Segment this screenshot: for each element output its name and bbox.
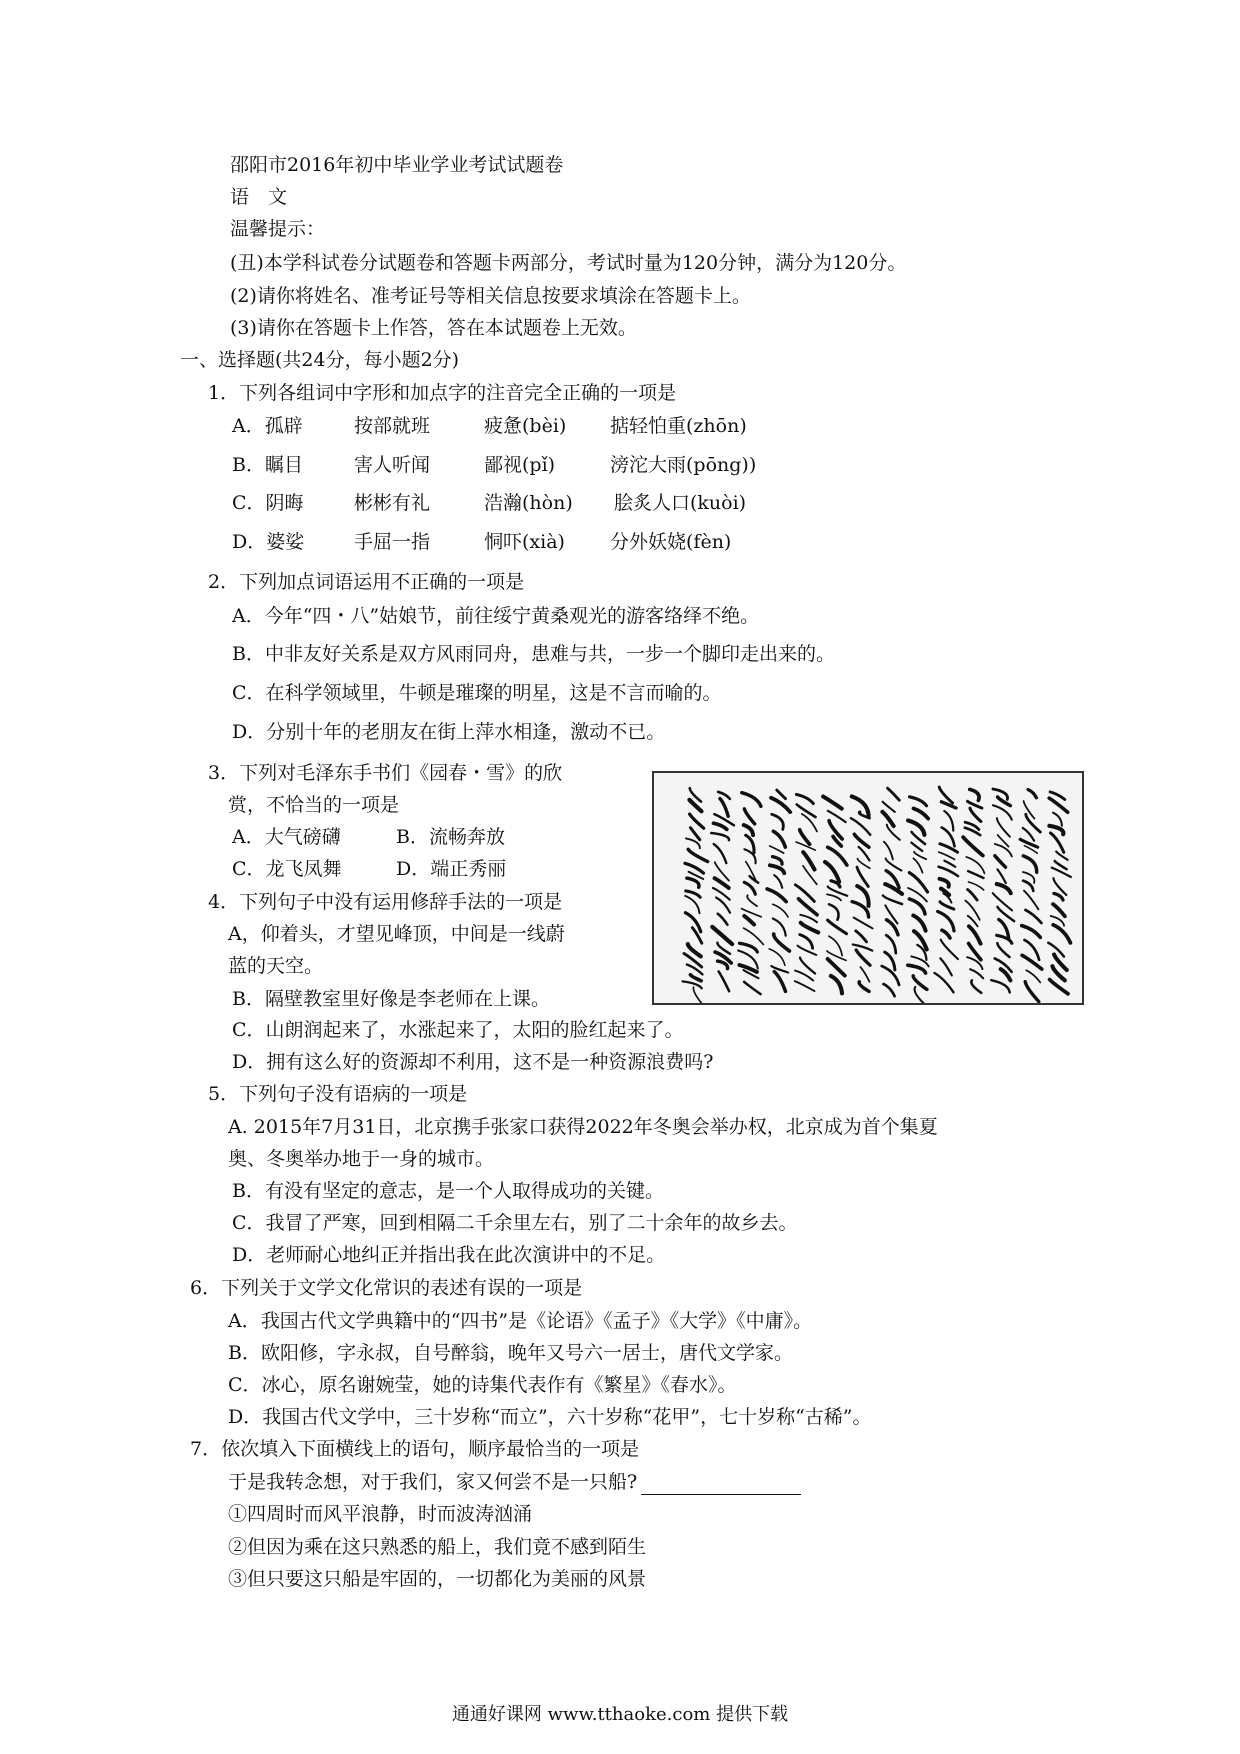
brush-stroke [1025,982,1039,1002]
brush-stroke [801,923,819,933]
brush-stroke [939,867,958,876]
q3-option-b: B．流畅奔放 [396,826,505,848]
brush-stroke [1026,970,1040,982]
brush-stroke [944,811,953,831]
brush-stroke [910,797,927,806]
brush-stroke [882,812,893,826]
brush-stroke [997,943,1009,957]
q4-stem: 4．下列句子中没有运用修辞手法的一项是 [208,891,563,913]
brush-stroke [686,838,700,848]
footer-text: 通通好课网 www.tthaoke.com 提供下载 [451,1704,789,1725]
q5-option-c: C．我冒了严寒，回到相隔二千余里左右，别了二十余年的故乡去。 [232,1212,798,1234]
brush-stroke [1024,891,1039,910]
q3-stem-line1: 3．下列对毛泽东手书们《园春・雪》的欣 [208,762,563,784]
brush-stroke [777,790,786,799]
brush-stroke [767,889,786,902]
brush-stroke [829,821,842,839]
brush-stroke [823,797,842,809]
brush-stroke [1023,828,1034,841]
brush-stroke [854,918,873,929]
q1-a-word-2: 按部就班 [354,415,431,437]
q2-option-b: B．中非友好关系是双方风雨同舟，患难与共，一步一个脚印走出来的。 [232,643,835,665]
brush-stroke [1023,881,1033,891]
tip-1: (丑)本学科试卷分试题卷和答题卡两部分，考试时量为120分钟，满分为120分。 [230,252,907,274]
brush-stroke [1056,852,1067,860]
exam-title: 邵阳市2016年初中毕业学业考试试题卷 [230,154,564,176]
brush-stroke [744,982,761,994]
brush-stroke [883,802,895,812]
q5-option-d: D．老师耐心地纠正并指出我在此次演讲中的不足。 [232,1244,666,1266]
brush-stroke [714,844,727,863]
brush-stroke [773,904,788,917]
brush-stroke [1054,893,1063,900]
brush-stroke [859,982,869,992]
brush-stroke [690,828,699,840]
brush-stroke [886,859,902,871]
brush-stroke [773,831,785,847]
brush-stroke [744,916,754,925]
brush-stroke [772,814,784,829]
q1-b-word-1: B．瞩目 [232,454,303,476]
brush-stroke [800,958,815,974]
brush-stroke [687,878,699,887]
brush-stroke [770,846,784,853]
calligraphy-strokes [654,773,1084,1005]
brush-stroke [712,927,732,944]
brush-stroke [718,961,728,969]
brush-stroke [913,916,925,931]
q5-option-b: B．有没有坚定的意志，是一个人取得成功的关键。 [232,1180,664,1202]
brush-stroke [940,879,949,887]
brush-stroke [859,847,870,861]
brush-stroke [963,837,983,855]
brush-stroke [935,973,954,992]
brush-stroke [857,867,868,886]
brush-stroke [940,958,952,975]
q2-option-d: D．分别十年的老朋友在街上萍水相逢，激动不已。 [232,721,666,743]
brush-stroke [769,949,785,965]
brush-stroke [828,959,845,976]
brush-stroke [1028,790,1036,798]
brush-stroke [770,865,784,873]
brush-stroke [1053,813,1062,826]
brush-stroke [997,884,1011,893]
q1-a-word-4: 掂轻怕重(zhōn) [610,415,747,437]
brush-stroke [854,834,869,847]
brush-stroke [997,818,1010,837]
brush-stroke [1055,861,1067,869]
brush-stroke [939,852,955,859]
brush-stroke [914,852,926,859]
tip-2: (2)请你将姓名、准考证号等相关信息按要求填涂在答题卡上。 [230,285,751,307]
brush-stroke [711,833,729,840]
brush-stroke [995,856,1006,868]
brush-stroke [688,944,701,956]
brush-stroke [685,896,699,913]
brush-stroke [856,931,867,942]
brush-stroke [800,830,810,844]
brush-stroke [886,935,896,953]
brush-stroke [884,984,895,996]
brush-stroke [796,794,813,803]
q1-b-word-3: 鄙视(pǐ) [484,454,556,476]
brush-stroke [774,934,790,951]
brush-stroke [1052,868,1071,877]
brush-stroke [771,798,790,812]
brush-stroke [829,904,839,919]
brush-stroke [914,808,929,818]
brush-stroke [773,857,783,865]
q1-stem: 1．下列各组词中字形和加点字的注音完全正确的一项是 [208,382,677,404]
q3-stem-line2: 赏，不恰当的一项是 [228,794,400,816]
q1-b-word-4: 滂沱大雨(pōng)) [610,454,757,476]
q7-blank [641,1474,801,1495]
brush-stroke [800,935,813,949]
brush-stroke [882,966,899,985]
brush-stroke [718,914,728,925]
q5-stem: 5．下列句子没有语病的一项是 [208,1083,468,1105]
brush-stroke [690,814,704,828]
brush-stroke [995,844,1012,856]
brush-stroke [944,861,955,867]
section-title: 一、选择题(共24分，每小题2分) [180,349,460,371]
q1-d-word-2: 手屈一指 [354,531,431,553]
q1-c-word-4: 脍炙人口(kuòi) [614,492,747,514]
brush-stroke [719,972,730,992]
brush-stroke [1023,856,1036,872]
brush-stroke [860,967,869,982]
tips-title: 温馨提示： [230,218,326,240]
q4-option-a-line1: A，仰着头，才望见峰顶，中间是一线蔚 [228,923,565,945]
brush-stroke [800,915,817,923]
brush-stroke [913,858,922,872]
brush-stroke [941,940,958,960]
brush-stroke [993,893,1012,910]
q6-option-b: B．欧阳修，字永叔，自号醉翁，晚年又号六一居士，唐代文学家。 [228,1342,793,1364]
brush-stroke [884,842,893,860]
q2-stem: 2．下列加点词语运用不正确的一项是 [208,571,525,593]
q2-option-c: C．在科学领域里，牛顿是璀璨的明星，这是不言而喻的。 [232,682,722,704]
brush-stroke [970,969,983,978]
brush-stroke [795,981,815,991]
brush-stroke [774,875,782,888]
brush-stroke [856,950,870,965]
q5-option-a-line1: A. 2015年7月31日，北京携手张家口获得2022年冬奥会举办权，北京成为首个集夏 [228,1116,938,1138]
brush-stroke [938,912,954,931]
brush-stroke [1051,833,1064,852]
brush-stroke [714,823,727,829]
brush-stroke [1026,910,1042,923]
q6-option-a: A．我国古代文学典籍中的“四书”是《论语》《孟子》《大学》《中庸》。 [228,1310,813,1332]
brush-stroke [716,898,730,913]
q4-option-c: C．山朗润起来了，水涨起来了，太阳的脸红起来了。 [232,1019,684,1041]
brush-stroke [852,902,869,917]
brush-stroke [1053,904,1065,916]
brush-stroke [827,894,841,900]
q1-c-word-3: 浩瀚(hòn) [484,492,573,514]
calligraphy-image [652,771,1084,1005]
brush-stroke [831,976,842,993]
q6-option-c: C．冰心，原名谢婉莹，她的诗集代表作有《繁星》《春水》。 [228,1374,737,1396]
brush-stroke [883,896,902,905]
brush-stroke [742,793,761,807]
brush-stroke [797,805,816,818]
brush-stroke [693,987,702,1004]
q4-option-a-line2: 蓝的天空。 [228,955,324,977]
brush-stroke [688,849,708,861]
brush-stroke [1053,925,1070,943]
brush-stroke [774,972,785,992]
q1-a-word-1: A．孤辟 [232,415,303,437]
q7-item-2: ②但因为乘在这只熟悉的船上，我们竟不感到陌生 [228,1536,647,1558]
q6-option-d: D．我国古代文学中，三十岁称“而立”，六十岁称“花甲”，七十岁称“古稀”。 [228,1406,872,1428]
q7-lead-line [228,1469,801,1495]
q4-option-d: D．拥有这么好的资源却不利用，这不是一种资源浪费吗? [232,1051,714,1073]
q6-stem: 6．下列关于文学文化常识的表述有误的一项是 [190,1277,583,1299]
brush-stroke [720,799,728,817]
brush-stroke [969,943,981,959]
brush-stroke [747,895,757,906]
q3-option-d: D．端正秀丽 [396,858,507,880]
brush-stroke [970,789,979,800]
brush-stroke [908,965,926,973]
q4-option-b: B．隔壁教室里好像是李老师在上课。 [232,988,550,1010]
brush-stroke [690,975,701,981]
brush-stroke [740,943,758,952]
brush-stroke [828,847,847,865]
brush-stroke [1001,969,1011,980]
q7-item-3: ③但只要这只船是牢固的，一切都化为美丽的风景 [228,1568,647,1590]
q7-lead: 于是我转念想，对于我们，家又何尝不是一只船? [228,1471,638,1493]
q7-item-1: ①四周时而风平浪静，时而波涛汹涌 [228,1503,533,1525]
brush-stroke [970,808,981,821]
brush-stroke [744,825,753,835]
q1-d-word-3: 恫吓(xià) [484,531,565,553]
brush-stroke [968,871,983,878]
brush-stroke [795,971,813,981]
q1-d-word-4: 分外妖娆(fèn) [610,531,732,553]
brush-stroke [744,809,754,824]
brush-stroke [991,980,1009,992]
brush-stroke [744,928,764,944]
q5-option-a-line2: 奥、冬奥举办地于一身的城市。 [228,1148,495,1170]
brush-stroke [911,843,922,851]
brush-stroke [969,882,984,890]
brush-stroke [965,901,979,920]
brush-stroke [888,788,900,800]
brush-stroke [683,981,702,988]
brush-stroke [825,862,839,882]
q1-c-word-1: C．阴晦 [232,492,304,514]
brush-stroke [993,805,1012,819]
brush-stroke [803,852,814,869]
brush-stroke [942,930,950,938]
q3-option-a: A．大气磅礴 [232,826,341,848]
brush-stroke [740,965,757,972]
q1-b-word-2: 害人听闻 [354,454,431,476]
brush-stroke [828,920,847,934]
brush-stroke [915,987,925,1004]
brush-stroke [715,878,729,888]
brush-stroke [968,890,978,901]
brush-stroke [998,869,1006,883]
brush-stroke [909,899,925,914]
tip-3: (3)请你在答题卡上作答，答在本试题卷上无效。 [230,317,637,339]
q1-c-word-2: 彬彬有礼 [354,492,431,514]
brush-stroke [851,818,870,835]
brush-stroke [796,842,815,850]
q7-stem: 7．依次填入下面横线上的语句，顺序最恰当的一项是 [190,1438,640,1460]
q3-option-c: C．龙飞凤舞 [232,858,342,880]
brush-stroke [1022,926,1041,938]
subject-label: 语 文 [230,186,288,208]
q1-d-word-1: D．婆娑 [232,531,305,553]
brush-stroke [969,926,981,943]
q1-a-word-3: 疲惫(bèi) [484,415,567,437]
q2-option-a: A．今年“四・八”姑娘节，前往绥宁黄桑观光的游客络绎不绝。 [232,605,760,627]
brush-stroke [971,980,981,992]
brush-stroke [744,882,755,894]
